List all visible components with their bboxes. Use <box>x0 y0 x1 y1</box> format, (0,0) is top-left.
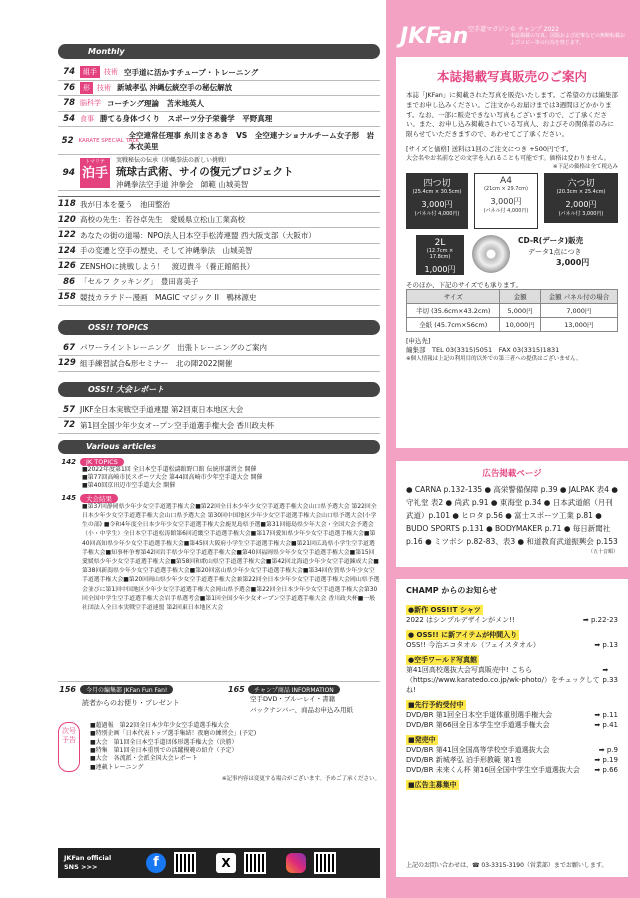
ads-card <box>396 461 628 567</box>
next-issue-badge: 次号予告 <box>58 722 80 772</box>
table-cell: 7,000円 <box>540 303 617 317</box>
info-item: バックナンバー、商品お申込み用紙 <box>250 705 353 714</box>
page-number: 118 <box>58 199 76 210</box>
facebook-icon[interactable]: f <box>146 853 166 873</box>
results-text: ■第37回静岡県少年少女空手道選手権大会■第22回全日本少年少女空手道選手権大会山口県予選大会 第22回全日本少年少女空手道選手権大会山口県予選大会 第30回中国地区少年少女空手道選手権大会山口県予選大会(小学生の部) ■令和4年度全日本少年少女空手道選手権大会鹿児島県予選■第31回徳島県少年大会・全国大会予選会（小・中学生）全日本空手道松涛館第6回近畿空手道選手権大会■第17回愛知県少年少女空手道選手権大会■第40回高知県少年少女空手道選手権大会■第45回大阪府小学生空手道選手権大会■第21回広島県小学生空手道選手権大会■知事杯争奪第42回岩手県少年空手道選手権大会■第40回福岡県少年少女空手道選手権大会■第15回愛媛県少年少女空手道選手権大会■第58回和歌山県空手道選手権大会■第42回北海道少年少女空手道錬成大会■第38回新潟県少年少女空手道選手権大会■第20回富山県少年少女空手道選手権大会■第34回佐賀県少年少女空手道選手権大会■第20回岡山県少年少女空手道選手権大会兼第22回全日本少年少女空手道選手権大会岡山県予選会並びに第1回中国地区少年少女空手道選手権大会岡山県予選会■第22回全日本少年少女空手道選手権大会第30回全国中学生空手道選手権大会岩手県選考会■第1回全国少年少女オープン空手道選手権大会 香川政夫杯■一般社団法人全日本実戦空手道連盟 第2回東日本地区大会 <box>82 503 380 611</box>
monthly-row[interactable] <box>58 127 380 155</box>
page-number: 124 <box>58 245 76 256</box>
twitter-icon[interactable]: X <box>216 853 236 873</box>
page-number: 122 <box>58 230 76 241</box>
notice-label: ●空手ワールド写真館 <box>408 656 477 664</box>
editor-label: 今月の編集部 JKFan Fun Fan! <box>80 685 173 694</box>
table-header: 金額 <box>500 289 540 303</box>
report-list <box>58 403 380 434</box>
size-box <box>474 173 538 229</box>
jk-topics-page: 142 <box>61 457 76 466</box>
size-dim: (12.7cm × 17.8cm) <box>426 247 454 260</box>
feature-title: 琉球古武術、サイの復元プロジェクト <box>116 166 294 178</box>
photo-body: 本誌「JKFan」に掲載された写真を販売いたします。ご希望の方は編集部までお申し込みください。ご注文からお届けまでは3週間ほどかかります。なお、一部に販売できない写真もございますので、ご了承ください。また、お申し込み掲載されている写真人、およびその関係者のみに限らせていただきますので、あわせてご了承ください。 <box>406 91 618 139</box>
size-name: 六つ切 <box>567 178 595 189</box>
size-sub: (パネル付 4,000円) <box>414 210 460 217</box>
page-number: 78 <box>63 98 75 109</box>
size-box <box>416 235 464 275</box>
champ-card <box>396 579 628 877</box>
notice-page: ➡ p.19 <box>594 756 618 764</box>
table-row <box>407 303 618 317</box>
page-number: 54 <box>63 113 75 124</box>
next-issue-item: ■大会 第1回全日本空手道団体形選手権大会（決勝） <box>90 738 238 746</box>
article-title: 勝てる身体づくり スポーツ分子栄養学 平野真理 <box>100 114 273 124</box>
facebook-qr-icon <box>174 852 196 874</box>
category-label: 技術 <box>97 83 111 92</box>
apply-label: [申込先] <box>406 336 431 345</box>
twitter-qr-icon <box>244 852 266 874</box>
list-row[interactable] <box>58 356 380 372</box>
notice-label: ● OSS!! に新アイテムが仲間入り <box>408 631 518 639</box>
next-issue-item: ■超過報 第22回全日本少年少女空手道選手権大会 <box>90 721 230 729</box>
page-number: 120 <box>58 214 76 225</box>
page-number: 86 <box>63 276 75 287</box>
brand-copy: © チャンプ 2022 <box>510 26 559 33</box>
series-list <box>58 197 380 306</box>
size-box <box>406 173 468 229</box>
page-number: 129 <box>58 358 76 369</box>
notice-line[interactable] <box>406 720 618 730</box>
next-issue-item: ■特別企画「日本代表トップ選手集結！夜磨の練習会」(予定) <box>90 730 257 738</box>
table-cell: 5,000円 <box>500 303 540 317</box>
page-number: 76 <box>63 82 75 93</box>
category-label: 脳科学 <box>80 99 101 108</box>
category-label: 技術 <box>104 68 118 77</box>
instagram-qr-icon <box>314 852 336 874</box>
table-cell: 全紙 (45.7cm×56cm) <box>407 317 500 331</box>
notice-text: DVD/BR 第41回全国高等学校空手道選抜大会 <box>406 746 550 754</box>
contents-column <box>58 38 380 784</box>
list-row[interactable] <box>58 213 380 229</box>
feature-row[interactable] <box>58 155 380 191</box>
article-title: コーチング理論 苫米地英人 <box>107 98 204 108</box>
list-row[interactable] <box>58 228 380 244</box>
size-price: 1,000円 <box>424 264 456 274</box>
sidebar <box>386 0 640 898</box>
feature-kicker: 実戦秘伝の伝承（沖縄拳法の新しい挑戦） <box>116 157 231 164</box>
page-number: 57 <box>63 404 75 415</box>
notice-page: ➡ p.22-23 <box>582 616 618 624</box>
article-title: 「セルフ クッキング」 豊田喜美子 <box>80 277 199 287</box>
jk-topic-item: ■第77回高崎市民スポーツ大会 第44回高崎市少年空手道大会 開催 <box>82 473 263 481</box>
article-title: 競技カラテドー漫画 MAGIC マジック II 鴨林源史 <box>80 292 257 302</box>
list-row[interactable] <box>58 418 380 434</box>
info-page: 165 <box>228 684 245 694</box>
notice-label: ■先行予約受付中 <box>408 701 464 709</box>
notice-line[interactable] <box>406 765 618 775</box>
category-tag: 組手 <box>80 66 100 78</box>
next-issue-item: ■連載トレーニング <box>90 763 144 771</box>
notice-text: DVD/BR 新城孝弘 泊手形教範 第1巻 <box>406 756 522 764</box>
next-issue-items <box>90 722 380 772</box>
ads-note: （五十音順） <box>587 549 618 555</box>
results-page: 145 <box>61 494 76 503</box>
notice-page: ➡ p.11 <box>594 711 618 719</box>
notice-page: ➡ p.66 <box>594 766 618 774</box>
topics-list <box>58 341 380 372</box>
various-header: Various articles <box>58 440 380 454</box>
monthly-row[interactable] <box>58 96 380 112</box>
list-row[interactable] <box>58 290 380 306</box>
cd-r-item <box>472 233 622 275</box>
ads-text: ● CARNA p.132-135 ● 高栄警備保障 p.39 ● JALPAK 表4 ● 守礼堂 表2 ● 尚武 p.91 ● 東海堂 p.34 ● 日本武道館（月刊武道）p.101 ● ヒロタ p.56 ● 富士スポーツ工業 p.81 ● BUDO SPORTS p.131 ● BODYMAKER p.71 ● 毎日新聞社 p.16 ● ミツボシ p.82-83、表3 ● 和道教育武道振興会 p.153 <box>406 485 618 546</box>
page-number: 74 <box>63 67 75 78</box>
notice-line[interactable] <box>406 755 618 765</box>
page-number: 67 <box>63 342 75 353</box>
monthly-row[interactable] <box>58 65 380 81</box>
notice-line[interactable] <box>406 745 618 755</box>
next-issue-note: ※記事内容は変更する場合がございます。予めご了承ください。 <box>221 776 380 783</box>
article-title: 空手道に活かすチューブ・トレーニング <box>124 67 259 77</box>
monthly-list <box>58 65 380 155</box>
info-label: チャンプ商品 INFORMATION <box>248 685 340 694</box>
notice-line[interactable] <box>406 615 618 625</box>
photo-other: そのほか、下記のサイズでも承ります。 <box>406 280 522 289</box>
cd-text: データ1点につき <box>528 247 582 256</box>
jkfan-logo: JKFan <box>400 24 469 49</box>
brand-sub: 空手道マガジン <box>468 26 510 33</box>
article-title: JIKF全日本実戦空手道連盟 第2回東日本地区大会 <box>80 405 244 415</box>
article-title: 高校の先生：若谷卓先生 愛媛県立松山工業高校 <box>80 215 245 225</box>
monthly-row[interactable] <box>58 112 380 128</box>
page-number: 52 <box>61 135 74 146</box>
topics-header: OSS!! TOPICS <box>58 320 380 335</box>
article-title: あなたの街の道場：NPO法人日本空手松涛連盟 西大阪支部（大阪市） <box>80 230 316 240</box>
cd-disc-icon <box>472 235 510 273</box>
sns-label: JKFan official SNS >>> <box>64 854 112 871</box>
size-price: 3,000円 <box>490 196 522 206</box>
monthly-header: Monthly <box>58 44 380 59</box>
notice-page: ➡ p.13 <box>594 641 618 649</box>
category-tag: 形 <box>80 82 93 94</box>
size-name: 四つ切 <box>423 178 451 189</box>
feature-people: 沖縄拳法空手道 沖拳会 師範 山城美智 <box>116 180 249 189</box>
article-title: 我が日本を憂う 池田整治 <box>80 199 170 209</box>
list-row[interactable] <box>58 244 380 260</box>
photo-title: 本誌掲載写真販売のご案内 <box>436 69 587 84</box>
info-items <box>228 694 380 716</box>
info-item: 空手DVD・ブルーレイ・書籍 <box>250 694 336 703</box>
article-title: 新城孝弘 沖縄伝統空手の秘伝解放 <box>117 83 233 93</box>
cd-name: CD-R(データ)販売 <box>518 235 584 245</box>
photo-tax-note: ※下記の価格は全て税込み <box>552 163 618 170</box>
next-issue-item: ■大会 各流派・会派全国大会レポート <box>90 755 198 763</box>
size-name: 2L <box>434 237 446 248</box>
editor-text: 読者からのお便り・プレゼント <box>82 698 180 707</box>
table-cell: 10,000円 <box>500 317 540 331</box>
table-header: 金額 パネル付の場合 <box>540 289 617 303</box>
notice-text: DVD/BR 未来くん杯 第16回全国中学生空手道選抜大会 <box>406 766 580 774</box>
article-title: パワーライントレーニング 出張トレーニングのご案内 <box>80 343 267 353</box>
notice-page: ➡ p.33 <box>602 666 618 684</box>
notice-line[interactable] <box>406 710 618 720</box>
article-title: 手の変遷と空手の歴史、そして沖縄拳法 山城美智 <box>80 246 253 256</box>
feature-page: 94 <box>62 167 75 178</box>
instagram-icon[interactable] <box>286 853 306 873</box>
photo-sizes <box>406 173 618 277</box>
page-number: 72 <box>63 420 75 431</box>
notice-text: 第41回高校選抜大会写真販売中! こちら（https://www.karatedo.co.jp/wk-photo/）をチェックしてね! <box>406 666 600 694</box>
list-row[interactable] <box>58 197 380 213</box>
report-header: OSS!! 大会レポート <box>58 382 380 397</box>
notice-label: ■発売中 <box>408 736 436 744</box>
size-dim: (20.3cm × 25.4cm) <box>556 188 606 195</box>
table-row <box>407 317 618 331</box>
photo-sales-card <box>396 57 628 448</box>
ads-title: 広告掲載ページ <box>482 469 542 479</box>
table-cell: 13,000円 <box>540 317 617 331</box>
notice-text: DVD/BR 第66回全日本学生空手道選手権大会 <box>406 721 550 729</box>
category-label: 食事 <box>80 114 94 123</box>
brand-note: 本誌掲載の写真、図版および記事などの無断転載およびコピー等の行為を禁じます。 <box>510 33 626 46</box>
notice-page: ➡ p.9 <box>598 746 618 754</box>
notice-label: ■広告主募集中 <box>408 781 457 789</box>
size-name: A4 <box>500 175 512 186</box>
article-title: 全空連常任理事 糸川まさあき VS 全空連ナショナルチーム女子形 岩本衣美里 <box>128 130 375 151</box>
notice-text: DVD/BR 第1回全日本空手道体重別選手権大会 <box>406 711 553 719</box>
notice-text: OSS!! 今治エコタオル（フェイスタオル） <box>406 641 540 649</box>
list-row[interactable] <box>58 341 380 357</box>
cd-price: 3,000円 <box>556 257 590 267</box>
size-sub: (パネル付 4,000円) <box>483 207 529 214</box>
champ-footer: 上記のお問い合わせは、☎ 03-3315-3190（営業部）までお願いします。 <box>406 862 608 869</box>
table-cell: 半切 (35.6cm×43.2cm) <box>407 303 500 317</box>
champ-notices <box>406 600 618 790</box>
list-row[interactable] <box>58 259 380 275</box>
notice-label: ●新作 OSS!!T シャツ <box>408 606 481 614</box>
next-issue-item: ■特集 第1回全日本重別での活躍模範の紹介（予定） <box>90 746 238 754</box>
results-label: 大会結果 <box>80 494 118 503</box>
size-dim: (21cm × 29.7cm) <box>483 185 528 192</box>
size-price: 2,000円 <box>565 199 597 209</box>
notice-text: 2022 はシンプルデザインがメン!! <box>406 616 515 624</box>
photo-name-note: 大会名やお名前などの文字を入れることも可能です。価格は変わりません。 <box>406 154 610 162</box>
notice-line[interactable] <box>406 640 618 650</box>
notice-line[interactable] <box>406 665 618 695</box>
size-box <box>544 173 618 223</box>
category-label: KARATE SPECIAL TALK <box>78 137 139 144</box>
page-number: 158 <box>58 292 76 303</box>
photo-size-table <box>406 289 618 332</box>
size-price: 3,000円 <box>421 199 453 209</box>
feature-tag: トマリテ 泊手 <box>80 158 110 188</box>
article-title: ZENSHOに挑戦しよう！ 渡辺貴斗（養正館館長） <box>80 261 255 271</box>
table-header: サイズ <box>407 289 500 303</box>
photo-size-note: [サイズと価格] 送料は1回のご注文につき +500円です。 <box>406 144 573 153</box>
jk-topic-item: ■2022年度第1回 全日本空手道松濤館野口館 伝統形講習会 開催 <box>82 465 257 473</box>
size-sub: (パネル付 3,000円) <box>558 210 604 217</box>
jk-topics-label: JK TOPICS <box>80 458 124 466</box>
jk-topic-item: ■第40回京田辺市空手道大会 開催 <box>82 482 176 490</box>
jk-topics-items <box>58 466 380 491</box>
article-title: 組手練習試合&形セミナー 北の陣2022開催 <box>80 358 233 368</box>
editor-page: 156 <box>59 684 76 694</box>
notice-page: ➡ p.41 <box>594 721 618 729</box>
apply-contact: 編集部 TEL 03(3315)5051 FAX 03(3315)1831 <box>406 345 560 354</box>
list-row[interactable] <box>58 403 380 419</box>
monthly-row[interactable] <box>58 81 380 97</box>
champ-title: CHAMP からのお知らせ <box>406 586 498 595</box>
page-number: 126 <box>58 261 76 272</box>
list-row[interactable] <box>58 275 380 291</box>
article-title: 第1回全国少年少女オープン空手道選手権大会 香川政夫杯 <box>80 420 274 430</box>
size-dim: (25.4cm × 30.5cm) <box>412 188 462 195</box>
privacy-note: ※個人情報は上記の利用目的以外での第三者への提供はございません。 <box>406 355 582 362</box>
sns-bar <box>58 848 380 878</box>
